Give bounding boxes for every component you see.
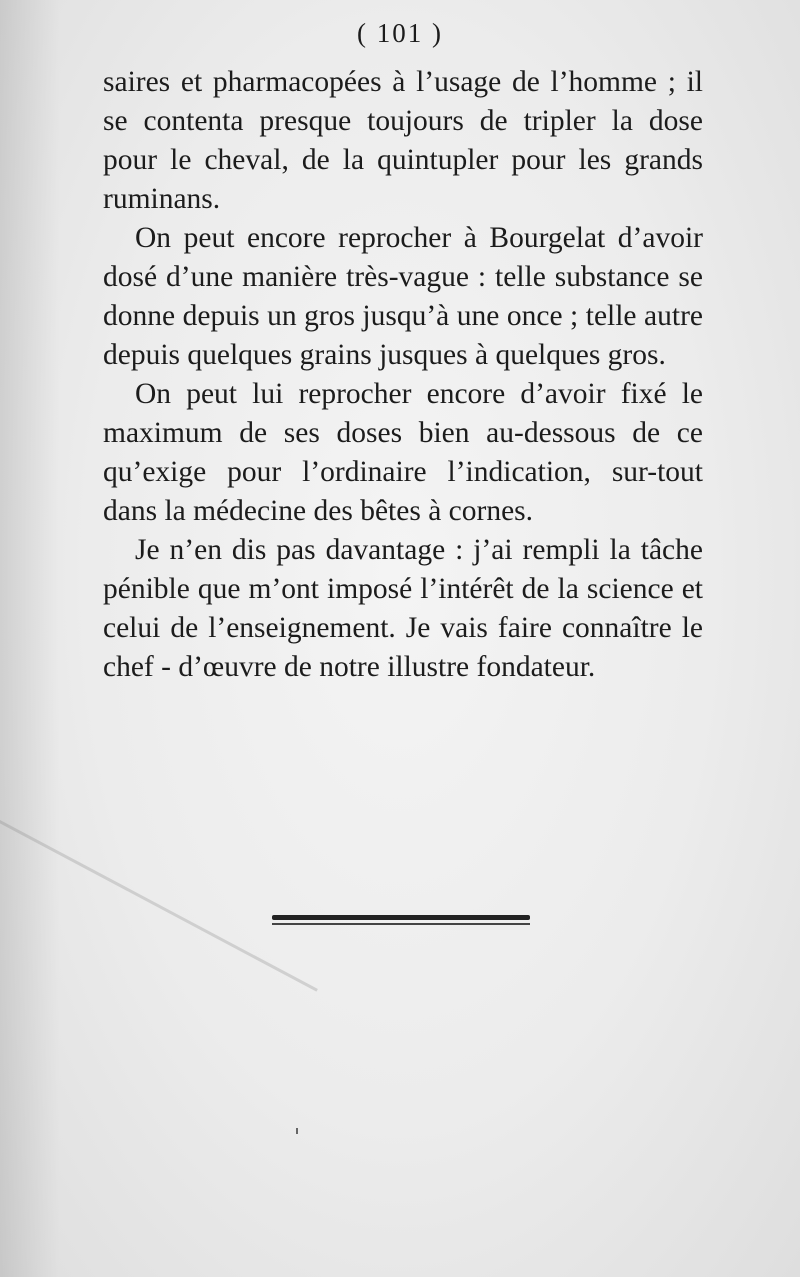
paragraph-2: On peut encore reprocher à Bourgelat d’avoir dosé d’une manière très-vague : telle substance se donne depuis un gros jusqu’à une once ; telle autre depuis quelques grains jusques à quelques gros. xyxy=(103,222,703,371)
divider-thin-line xyxy=(272,923,530,925)
section-divider-rule xyxy=(272,912,530,926)
paragraph-1: saires et pharmacopées à l’usage de l’homme ; il se contenta presque toujours de tripler la dose pour le cheval, de la quintupler pour les grands ruminans. xyxy=(103,66,703,215)
paragraph-3: On peut lui reprocher encore d’avoir fixé le maximum de ses doses bien au-dessous de ce qu’exige pour l’ordinaire l’indication, sur-tout dans la médecine des bêtes à cornes. xyxy=(103,378,703,527)
page-number: ( 101 ) xyxy=(357,18,443,48)
body-text xyxy=(103,63,703,687)
bleed-through-text xyxy=(95,760,715,798)
paper-speck xyxy=(296,1128,298,1134)
divider-thick-line xyxy=(272,915,530,920)
page-edge-shadow xyxy=(0,0,60,1277)
paragraph-4: Je n’en dis pas davantage : j’ai rempli la tâche pénible que m’ont imposé l’intérêt de la science et celui de l’enseignement. Je vais faire connaître le chef - d’œuvre de notre illustre fondateur. xyxy=(103,534,703,683)
